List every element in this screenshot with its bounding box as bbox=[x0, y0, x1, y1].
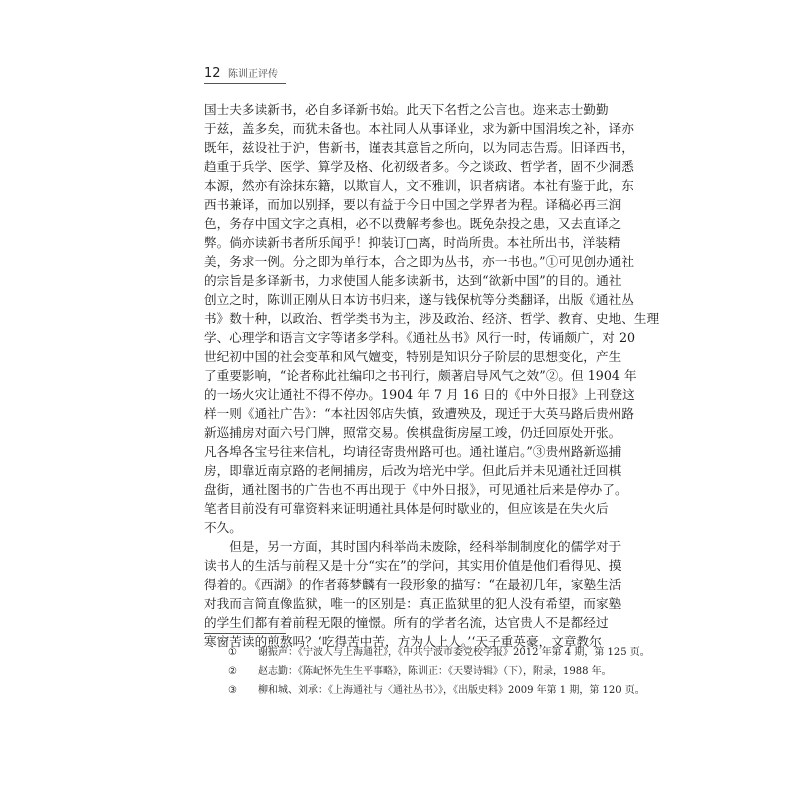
body-line: 学、心理学和语言文字等诸多学科。《通社丛书》风行一时，传诵颇广，对 20 bbox=[204, 330, 636, 345]
body-line: 弊。倘亦读新书者所乐闻乎！抑装订□离，时尚所贵。本社所出书，洋装精 bbox=[204, 235, 621, 250]
body-line: 既年，兹设社于沪，售新书，谨表其意旨之所向，以为同志告焉。旧译西书， bbox=[204, 140, 634, 155]
footnote-mark: ② bbox=[228, 666, 237, 677]
body-line: 笔者目前没有可靠资料来证明通社具体是何时歇业的，但应该是在失火后 bbox=[204, 501, 609, 516]
body-line: 的学生们都有着前程无限的憧憬。所有的学者名流，达官贵人不是都经过 bbox=[204, 615, 609, 630]
body-line: 不久。 bbox=[204, 520, 242, 535]
body-line: 样一则《通社广告》：“本社因邻店失慎，致遭殃及，现迁于大英马路后贵州路 bbox=[204, 406, 635, 421]
footnote-rule bbox=[204, 633, 286, 634]
body-line: 凡各埠各宝号往来信札，均请径寄贵州路可也。通社谨启。”③贵州路新巡捕 bbox=[204, 444, 622, 459]
body-line: 色，务存中国文字之真相，必不以费解考参也。既免杂投之患，又去直译之 bbox=[204, 216, 622, 231]
body-line: 趋重于兵学、医学、算学及格、化初级者多。今之谈政、哲学者，固不少洞悉 bbox=[204, 159, 634, 174]
body-line: 世纪初中国的社会变革和风气嬗变，特别是知识分子阶层的思想变化，产生 bbox=[204, 349, 622, 364]
body-line: 西书兼译，而加以别择，要以有益于今日中国之学界者为程。译稿必再三润 bbox=[204, 197, 622, 212]
body-line: 寒窗苦读的煎熬吗？‘吃得苦中苦，方为人上人。’‘天子重英豪，文章教尔 bbox=[204, 634, 602, 649]
body-line: 了重要影响，“论者称此社编印之书刊行，颇著启导风气之效”②。但 1904 年 bbox=[204, 368, 637, 383]
body-line: 读书人的生活与前程又是十分“实在”的学问，其实用价值是他们看得见、摸 bbox=[204, 558, 622, 573]
running-header bbox=[204, 66, 294, 86]
body-line: 创立之时，陈训正刚从日本访书归来，遂与钱保杭等分类翻译，出版《通社丛 bbox=[204, 292, 634, 307]
page-number: 12 bbox=[204, 66, 221, 81]
footnote bbox=[228, 662, 612, 681]
footnote-mark: ① bbox=[228, 647, 237, 658]
footnotes bbox=[228, 643, 650, 700]
body-line: 本源，然亦有涂抹东籍，以欺盲人，文不雅训，识者病诸。本社有鉴于此，东 bbox=[204, 178, 634, 193]
body-line: 的宗旨是多译新书，力求使国人能多读新书，达到“欲新中国”的目的。通社 bbox=[204, 273, 622, 288]
footnote-text: 谢振声：《宁波人与上海通社》，《中共宁波市委党校学报》2012 年第 4 期，第 125 页。 bbox=[258, 647, 650, 658]
body-line: 的一场火灾让通社不得不停办。1904 年 7 月 16 日的《中外日报》上刊登这 bbox=[204, 387, 635, 402]
footnote bbox=[228, 681, 645, 700]
body-line: 国士夫多读新书，必自多译新书始。此天下名哲之公言也。迩来志士勤勤 bbox=[204, 102, 609, 117]
footnote-mark: ③ bbox=[228, 685, 237, 696]
body-line: 书》数十种，以政治、哲学类书为主，涉及政治、经济、哲学、教育、史地、生理 bbox=[204, 311, 660, 326]
body-line: 盘街，通社图书的广告也不再出现于《中外日报》，可见通社后来是停办了。 bbox=[204, 482, 628, 497]
body-line: 美，务求一例。分之即为单行本，合之即为丛书，亦一书也。”①可见创办通社 bbox=[204, 254, 635, 269]
body-line: 对我而言简直像监狱，唯一的区别是：真正监狱里的犯人没有希望，而家塾 bbox=[204, 596, 622, 611]
body-line: 得着的。《西湖》的作者蒋梦麟有一段形象的描写：“在最初几年，家塾生活 bbox=[204, 577, 622, 592]
body-text bbox=[204, 100, 660, 651]
footnote-text: 赵志勤：《陈屺怀先生生平事略》，陈训正：《天婴诗辑》（下），附录，1988 年。 bbox=[258, 666, 612, 677]
running-title: 陈训正评传 bbox=[228, 69, 278, 80]
footnote bbox=[228, 643, 650, 662]
body-line: 于兹，盖多矣，而犹未备也。本社同人从事译业，求为新中国涓埃之补，译亦 bbox=[204, 121, 634, 136]
footnote-text: 柳和城、刘承：《上海通社与〈通社丛书〉》，《出版史料》2009 年第 1 期，第 120 页。 bbox=[258, 685, 645, 696]
header-rule bbox=[204, 83, 286, 84]
body-line: 新巡捕房对面六号门牌，照常交易。俟棋盘街房屋工竣，仍迁回原处开张。 bbox=[204, 425, 622, 440]
body-line: 房，即靠近南京路的老闸捕房，后改为培光中学。但此后并未见通社迁回棋 bbox=[204, 463, 622, 478]
body-line: 但是，另一方面，其时国内科举尚未废除，经科举制制度化的儒学对于 bbox=[204, 539, 622, 554]
